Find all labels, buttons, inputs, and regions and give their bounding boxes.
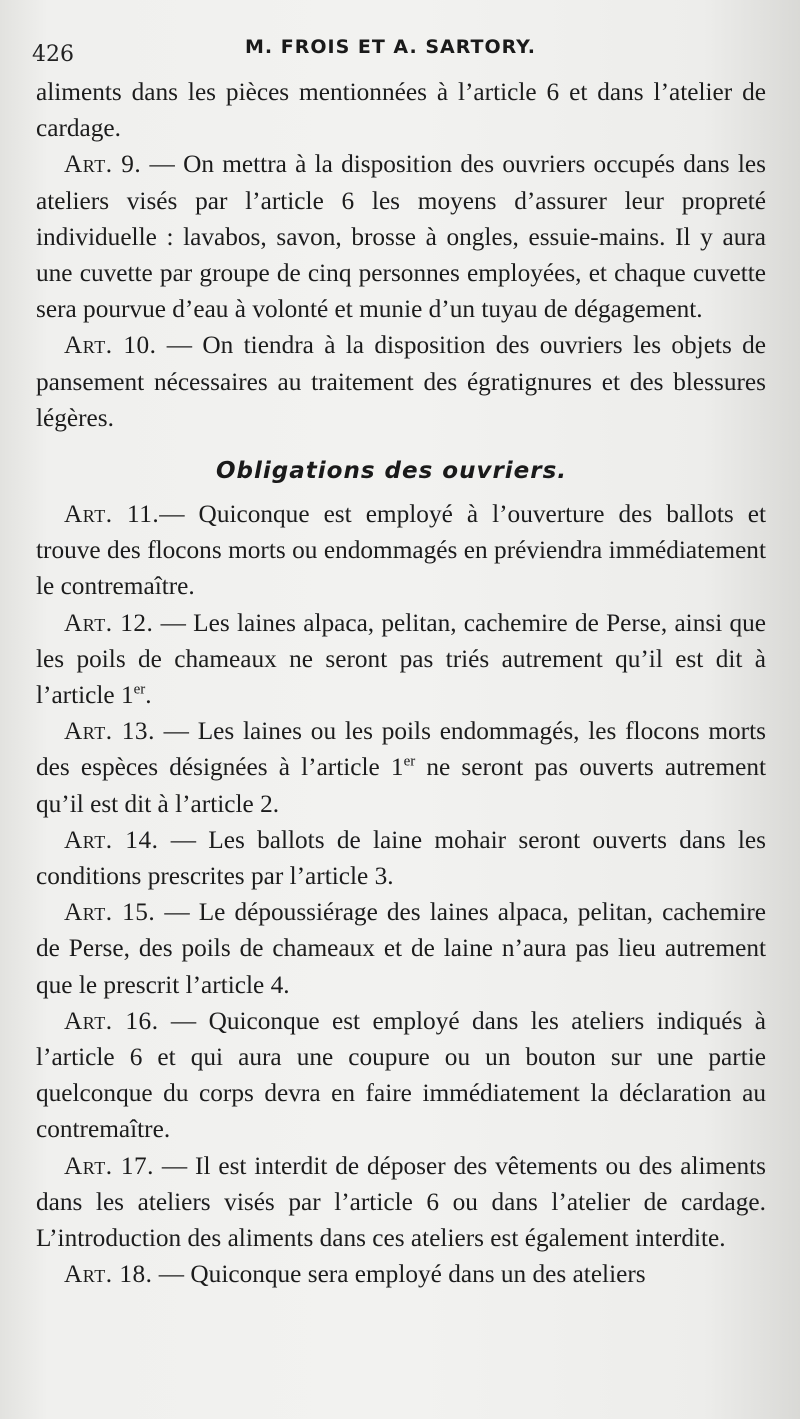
article-17	[36, 1148, 766, 1257]
article-text: — Les laines alpaca, pelitan, cachemire de Perse, ainsi que les poils de chameaux ne seront pas triés autrement qu’il est dit à l’article 1	[36, 608, 766, 710]
article-15	[36, 894, 766, 1003]
article-9	[36, 146, 766, 327]
article-number: Art. 18.	[64, 1260, 153, 1289]
article-text-tail: ne seront pas ouverts autrement qu’il est dit à l’article 2.	[36, 753, 766, 818]
article-text: — Quiconque est employé à l’ouverture des ballots et trouve des flocons morts ou endommagés en préviendra immédiatement le contremaître.	[36, 500, 766, 601]
page-number: 426	[32, 42, 74, 67]
superscript: er	[133, 681, 146, 698]
running-head	[32, 34, 760, 67]
article-text: — Le dépoussiérage des laines alpaca, pelitan, cachemire de Perse, des poils de chameaux et de laine n’aura pas lieu autrement que le prescrit l’article 4.	[36, 898, 766, 999]
article-text: — Les ballots de laine mohair seront ouverts dans les conditions prescrites par l’article 3.	[36, 825, 766, 891]
article-number: Art. 17.	[64, 1151, 154, 1180]
section-title: Obligations des ouvriers.	[216, 458, 568, 485]
article-number: Art. 10.	[64, 331, 157, 360]
article-number: Art. 14.	[64, 825, 159, 854]
article-13	[36, 713, 766, 822]
article-14	[36, 822, 766, 894]
body-text	[36, 74, 766, 1293]
article-number: Art. 13.	[64, 717, 155, 746]
article-text: — On tiendra à la disposition des ouvriers les objets de pansement nécessaires au traitement des égratignures et des blessures légères.	[36, 331, 767, 432]
article-text: — Quiconque sera employé dans un des ateliers	[152, 1260, 646, 1289]
article-text-tail: .	[145, 681, 152, 710]
paragraph-text: aliments dans les pièces mentionnées à l’article 6 et dans l’atelier de cardage.	[36, 78, 766, 143]
article-18	[36, 1256, 766, 1292]
article-text: — On mettra à la disposition des ouvriers occupés dans les ateliers visés par l’article 6 les moyens d’assurer leur propreté individuelle : lavabos, savon, brosse à ongles, essuie-mains. Il y aura une cuvette par groupe de cinq personnes employées, et chaque cuvette sera pourvue d’eau à volonté et munie d’un tuyau de dégagement.	[36, 150, 767, 324]
article-number: Art. 15.	[64, 898, 156, 927]
article-12	[36, 605, 766, 714]
article-11	[36, 496, 766, 605]
article-10	[36, 327, 766, 436]
paragraph-continuation	[36, 74, 766, 146]
article-text: — Quiconque est employé dans les ateliers indiqués à l’article 6 et qui aura une coupure ou un bouton sur une partie quelconque du corps devra en faire immédiatement la déclaration au contremaître.	[36, 1006, 766, 1144]
article-text: — Les laines ou les poils endommagés, les flocons morts des espèces désignées à l’article 1	[36, 717, 766, 782]
superscript: er	[403, 754, 416, 771]
article-number: Art. 11.	[64, 500, 160, 529]
article-number: Art. 12.	[64, 608, 154, 637]
article-16	[36, 1003, 766, 1148]
article-text: — Il est interdit de déposer des vêtements ou des aliments dans les ateliers visés par l’article 6 ou dans l’atelier de cardage. L’introduction des aliments dans ces ateliers est également interdite.	[36, 1151, 766, 1253]
article-number: Art. 16.	[64, 1006, 159, 1035]
running-title: M. FROIS ET A. SARTORY.	[245, 36, 537, 58]
article-number: Art. 9.	[64, 150, 142, 179]
